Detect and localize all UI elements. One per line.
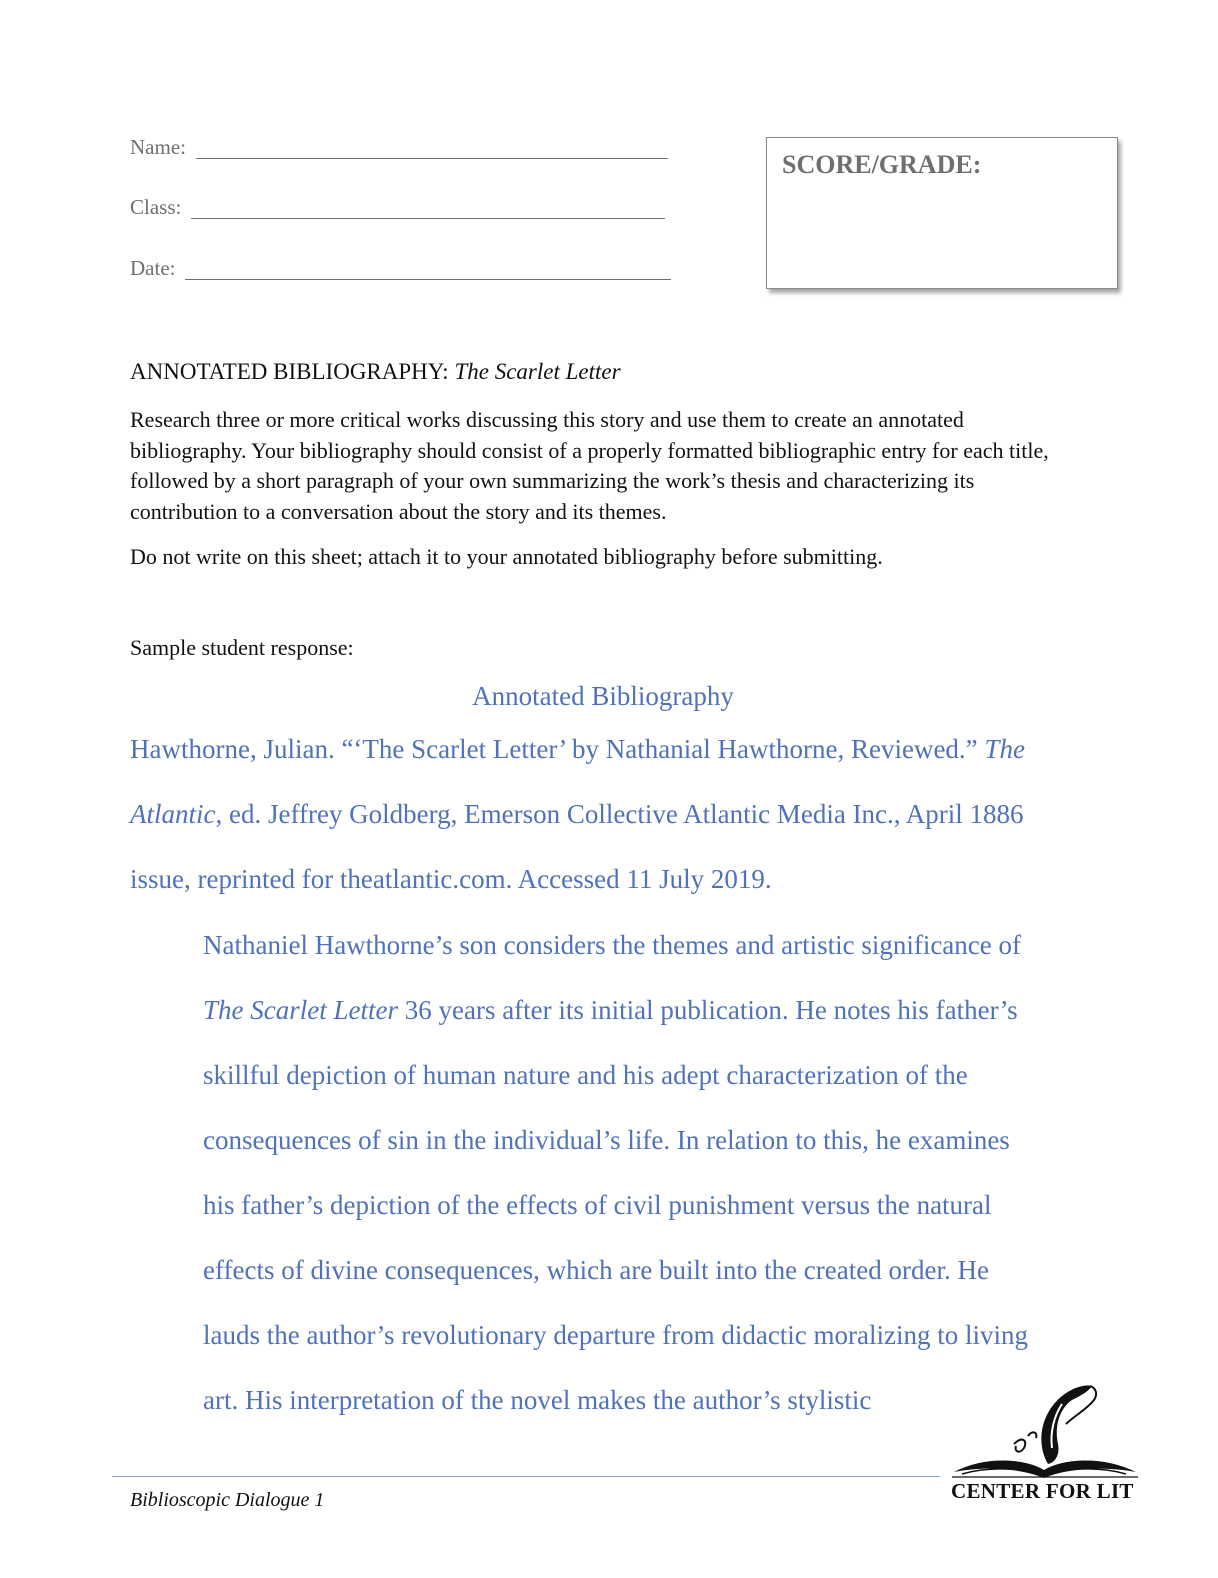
- footer-divider: [112, 1476, 940, 1477]
- annotation-line-7: lauds the author’s revolutionary departure from didactic moralizing to living: [203, 1320, 1029, 1350]
- assignment-heading: [130, 359, 621, 385]
- annotation-line-3: skillful depiction of human nature and his adept characterization of the: [203, 1060, 968, 1090]
- heading-title: The Scarlet Letter: [454, 359, 621, 384]
- annotation-line-2: [203, 993, 1018, 1027]
- annotation-text-2: 36 years after its initial publication. He notes his father’s: [397, 995, 1018, 1025]
- name-label: Name:: [130, 135, 186, 159]
- class-label: Class:: [130, 195, 182, 219]
- annotation-line-5: his father’s depiction of the effects of civil punishment versus the natural: [203, 1190, 992, 1220]
- annotation-italic-title: The Scarlet Letter: [203, 995, 398, 1025]
- citation-italic-2: Atlantic: [130, 799, 216, 829]
- citation-line-3: issue, reprinted for theatlantic.com. Accessed 11 July 2019.: [130, 864, 772, 894]
- date-field: [130, 256, 671, 280]
- annotation-line-8: art. His interpretation of the novel makes the author’s stylistic: [203, 1385, 872, 1415]
- citation-text-1: Hawthorne, Julian. “‘The Scarlet Letter’ by Nathanial Hawthorne, Reviewed.”: [130, 734, 985, 764]
- citation-italic-1: The: [984, 734, 1025, 764]
- footer-title: Biblioscopic Dialogue 1: [130, 1489, 325, 1511]
- citation-line-2: [130, 797, 1024, 831]
- class-field: [130, 195, 665, 219]
- instructions-paragraph: Research three or more critical works discussing this story and use them to create an annotated bibliography. Your bibliography should consist of a properly formatted bibliographic entry for each title, followed by a short paragraph of your own summarizing the work’s thesis and characterizing its contribution to a conversation about the story and its themes.: [130, 407, 1049, 524]
- class-line: [191, 198, 665, 219]
- citation-line-1: [130, 732, 1025, 766]
- center-for-lit-logo-text: CENTER FOR LIT: [951, 1479, 1134, 1503]
- annotation-line-6: effects of divine consequences, which are built into the created order. He: [203, 1255, 989, 1285]
- name-field: [130, 135, 668, 159]
- annotated-bibliography-title: Annotated Bibliography: [472, 681, 734, 711]
- annotation-line-1: Nathaniel Hawthorne’s son considers the themes and artistic significance of: [203, 930, 1022, 960]
- sample-label: Sample student response:: [130, 635, 354, 660]
- submission-note: Do not write on this sheet; attach it to your annotated bibliography before submitting.: [130, 544, 883, 569]
- name-line: [196, 138, 668, 159]
- date-label: Date:: [130, 256, 176, 280]
- citation-text-2: , ed. Jeffrey Goldberg, Emerson Collective Atlantic Media Inc., April 1886: [215, 799, 1024, 829]
- score-grade-box: [766, 137, 1118, 289]
- date-line: [185, 259, 671, 280]
- annotation-line-4: consequences of sin in the individual’s life. In relation to this, he examines: [203, 1125, 1010, 1155]
- heading-prefix: ANNOTATED BIBLIOGRAPHY:: [130, 359, 455, 384]
- score-grade-label: SCORE/GRADE:: [782, 150, 982, 179]
